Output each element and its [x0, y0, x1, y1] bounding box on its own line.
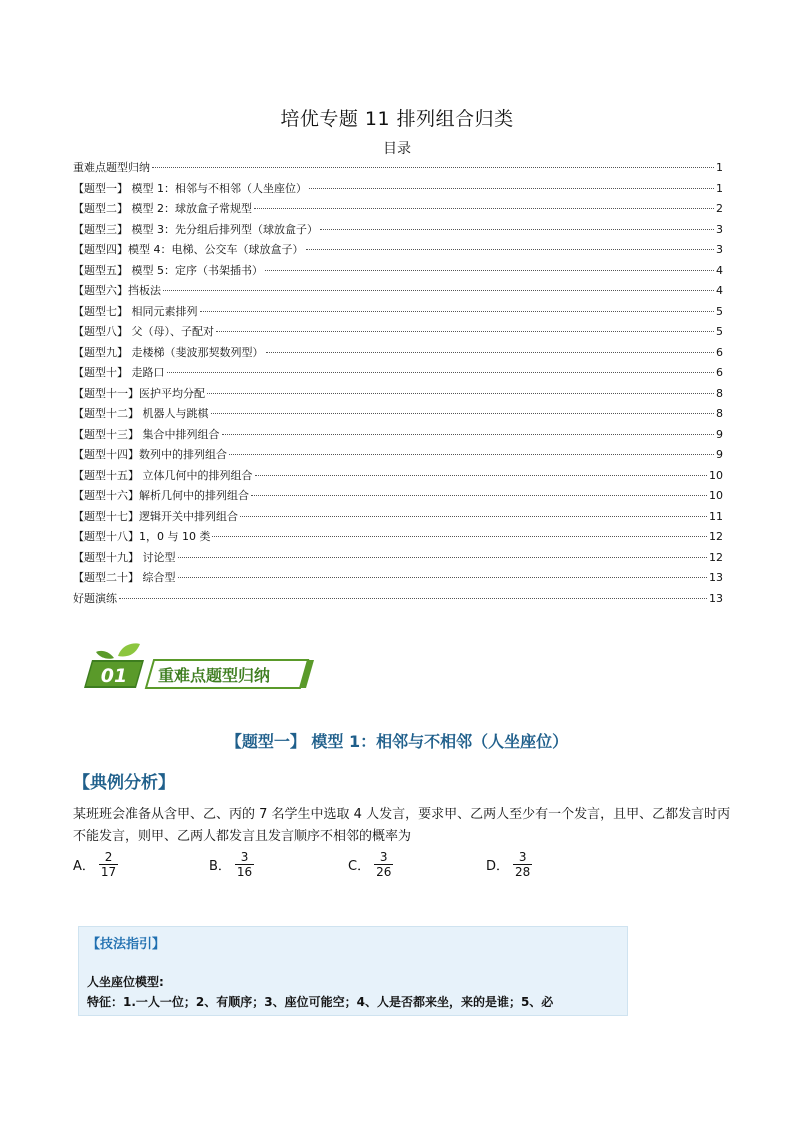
toc-entry-title: 【题型十三】 集合中排列组合 [73, 427, 220, 441]
toc-entry-title: 【题型十四】数列中的排列组合 [73, 448, 227, 461]
numerator: 2 [104, 850, 113, 864]
tip-features: 特征：1.一人一位；2、有顺序；3、座位可能空；4、人是否都来坐，来的是谁；5、必 [87, 995, 554, 1009]
toc-leader-dots [212, 536, 707, 537]
toc-entry-title: 【题型十二】 机器人与跳棋 [73, 407, 209, 420]
toc-entry[interactable] [73, 548, 723, 569]
toc-leader-dots [306, 249, 715, 250]
question-text: 某班班会准备从含甲、乙、丙的 7 名学生中选取 4 人发言，要求甲、乙两人至少有一个发言，且甲、乙都发言时丙不能发言，则甲、乙两人都发言且发言顺序不相邻的概率为 [73, 807, 731, 844]
toc-entry-title: 【题型三】 模型 3：先分组后排列型（球放盒子） [73, 222, 318, 236]
toc-entry[interactable] [73, 343, 723, 364]
toc-entry-title: 【题型七】 相同元素排列 [73, 304, 198, 318]
toc-entry-title: 【题型二十】 综合型 [73, 571, 176, 584]
toc-leader-dots [119, 598, 707, 599]
toc-entry-page: 9 [716, 427, 723, 441]
option-label: B． [209, 859, 231, 874]
toc-leader-dots [266, 352, 715, 353]
toc-entry[interactable] [73, 220, 723, 241]
toc-entry[interactable] [73, 363, 723, 384]
toc-leader-dots [216, 331, 714, 332]
toc-leader-dots [200, 311, 715, 312]
toc-entry[interactable] [73, 466, 723, 487]
toc-entry[interactable] [73, 425, 723, 446]
toc-entry-page: 10 [709, 468, 723, 482]
toc-leader-dots [178, 577, 708, 578]
toc-entry-title: 好题演练 [73, 591, 117, 605]
option-label: D． [486, 859, 510, 874]
toc-entry-page: 8 [716, 407, 723, 420]
fraction [513, 850, 532, 879]
toc-entry-page: 1 [716, 181, 723, 195]
toc-entry[interactable] [73, 199, 723, 220]
section-title: 【题型一】 模型 1：相邻与不相邻（人坐座位） [225, 732, 569, 751]
toc-entry-title: 【题型八】 父（母）、子配对 [73, 325, 214, 338]
option-c [348, 850, 393, 879]
toc-leader-dots [207, 393, 714, 394]
tip-model-title: 人坐座位模型: [87, 975, 164, 989]
toc-entry[interactable] [73, 322, 723, 343]
answer-options [73, 850, 733, 890]
toc-entry-page: 6 [716, 366, 723, 379]
toc-entry-title: 【题型六】挡板法 [73, 284, 161, 297]
numerator: 3 [379, 850, 388, 864]
toc-entry-page: 8 [716, 386, 723, 400]
toc-entry-title: 【题型十六】解析几何中的排列组合 [73, 489, 249, 502]
fraction [99, 850, 118, 879]
toc-entry-title: 【题型十一】医护平均分配 [73, 386, 205, 400]
denominator: 26 [376, 865, 392, 879]
toc-leader-dots [240, 516, 707, 517]
denominator: 28 [515, 865, 531, 879]
toc-entry[interactable] [73, 302, 723, 323]
toc-entry-title: 【题型一】 模型 1：相邻与不相邻（人坐座位） [73, 181, 307, 195]
toc-entry-page: 13 [709, 591, 723, 605]
toc-entry-title: 【题型九】 走楼梯（斐波那契数列型） [73, 345, 264, 359]
toc-entry-page: 1 [716, 161, 723, 174]
option-b [209, 850, 254, 879]
toc-entry[interactable] [73, 568, 723, 589]
toc-leader-dots [222, 434, 715, 435]
toc-entry-page: 3 [716, 243, 723, 256]
leaf-icon [118, 643, 140, 656]
toc-entry-title: 【题型二】 模型 2：球放盒子常规型 [73, 202, 252, 215]
table-of-contents [73, 158, 723, 609]
section-banner [78, 640, 318, 694]
toc-leader-dots [167, 372, 715, 373]
numerator: 3 [518, 850, 527, 864]
toc-entry-page: 6 [716, 345, 723, 359]
toc-entry-page: 13 [709, 571, 723, 584]
toc-leader-dots [229, 454, 714, 455]
toc-leader-dots [211, 413, 715, 414]
toc-heading: 目录 [383, 141, 411, 157]
toc-entry-page: 12 [709, 550, 723, 564]
toc-entry[interactable] [73, 240, 723, 261]
banner-number: 01 [100, 665, 128, 687]
toc-entry-title: 重难点题型归纳 [73, 161, 150, 174]
leaf-icon [96, 651, 114, 659]
toc-entry[interactable] [73, 404, 723, 425]
tip-heading: 【技法指引】 [87, 937, 166, 952]
toc-entry-page: 11 [709, 509, 723, 523]
toc-leader-dots [309, 188, 714, 189]
toc-entry-page: 10 [709, 489, 723, 502]
toc-entry[interactable] [73, 281, 723, 302]
option-a [73, 850, 118, 879]
banner-label: 重难点题型归纳 [158, 666, 271, 685]
toc-entry-title: 【题型四】模型 4：电梯、公交车（球放盒子） [73, 243, 304, 256]
toc-leader-dots [163, 290, 714, 291]
fraction [374, 850, 393, 879]
toc-leader-dots [255, 475, 708, 476]
toc-entry-page: 3 [716, 222, 723, 236]
toc-entry-title: 【题型五】 模型 5：定序（书架插书） [73, 263, 263, 277]
toc-entry-title: 【题型十九】 讨论型 [73, 550, 176, 564]
toc-entry-title: 【题型十七】逻辑开关中排列组合 [73, 509, 238, 523]
toc-entry-title: 【题型十八】1，0 与 10 类 [73, 530, 211, 543]
toc-entry[interactable] [73, 507, 723, 528]
option-label: C． [348, 859, 371, 874]
toc-leader-dots [254, 208, 714, 209]
toc-entry-title: 【题型十五】 立体几何中的排列组合 [73, 468, 253, 482]
toc-entry[interactable] [73, 179, 723, 200]
page-title: 培优专题 11 排列组合归类 [280, 108, 514, 130]
example-heading: 【典例分析】 [73, 773, 175, 793]
option-label: A． [73, 859, 95, 874]
toc-entry[interactable] [73, 589, 723, 610]
toc-entry[interactable] [73, 384, 723, 405]
toc-leader-dots [265, 270, 714, 271]
toc-entry-page: 4 [716, 284, 723, 297]
toc-entry-page: 2 [716, 202, 723, 215]
toc-leader-dots [152, 167, 714, 168]
fraction [235, 850, 254, 879]
toc-entry-page: 5 [716, 304, 723, 318]
numerator: 3 [240, 850, 249, 864]
denominator: 16 [236, 865, 253, 879]
toc-leader-dots [251, 495, 707, 496]
technique-tip-box [78, 926, 628, 1016]
toc-entry[interactable] [73, 527, 723, 548]
toc-entry[interactable] [73, 158, 723, 179]
toc-leader-dots [178, 557, 708, 558]
toc-entry[interactable] [73, 486, 723, 507]
toc-entry-page: 5 [716, 325, 723, 338]
toc-leader-dots [320, 229, 714, 230]
option-d [486, 850, 532, 879]
toc-entry-page: 4 [716, 263, 723, 277]
toc-entry-title: 【题型十】 走路口 [73, 366, 165, 379]
toc-entry[interactable] [73, 445, 723, 466]
denominator: 17 [100, 865, 117, 879]
toc-entry-page: 9 [716, 448, 723, 461]
toc-entry-page: 12 [709, 530, 723, 543]
toc-entry[interactable] [73, 261, 723, 282]
